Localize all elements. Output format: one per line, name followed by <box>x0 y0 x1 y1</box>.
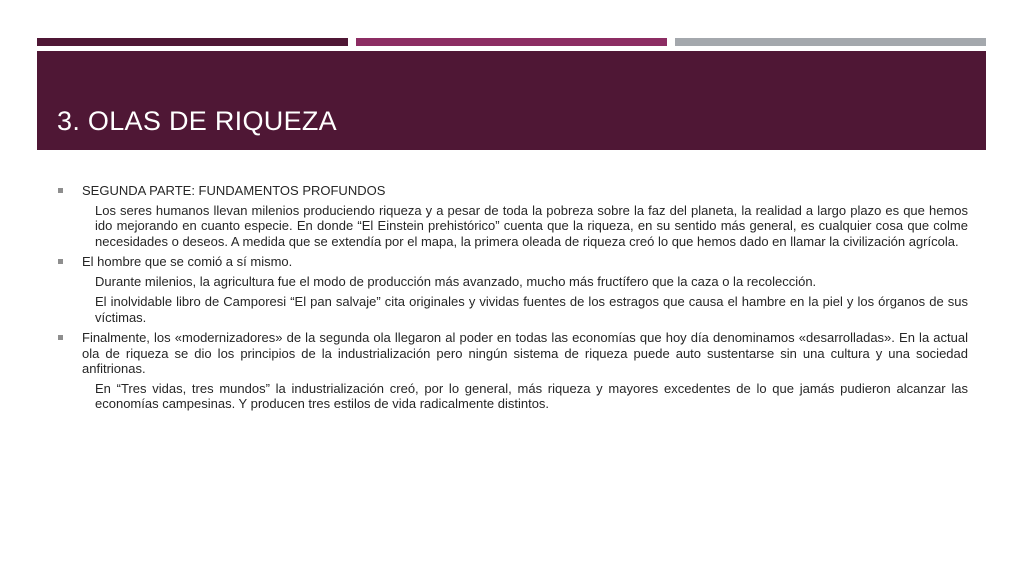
bullet-item <box>57 330 968 377</box>
bullet-text: SEGUNDA PARTE: FUNDAMENTOS PROFUNDOS <box>82 183 386 198</box>
square-bullet-icon <box>58 335 63 340</box>
bullet-text: Finalmente, los «modernizadores» de la segunda ola llegaron al poder en todas las economías que hoy día denominamos «desarrolladas». En la actual ola de riqueza se dio los principios de la industrialización pero ningún sistema de riqueza puede auto sustentarse sin una cultura y una sociedad anfitrionas. <box>82 330 968 376</box>
bullet-item <box>57 254 968 270</box>
accent-bar-dark <box>37 38 348 46</box>
slide-title: 3. OLAS DE RIQUEZA <box>57 106 337 136</box>
bullet-item <box>57 183 968 199</box>
sub-paragraph: En “Tres vidas, tres mundos” la industrialización creó, por lo general, más riqueza y mayores excedentes de lo que jamás pudieron alcanzar las economías campesinas. Y producen tres estilos de vida radicalmente distintos. <box>95 380 968 411</box>
accent-bar-magenta <box>356 38 667 46</box>
title-band <box>37 51 986 150</box>
sub-paragraph: Durante milenios, la agricultura fue el modo de producción más avanzado, mucho más fructífero que la caza o la recolección. <box>95 273 817 289</box>
slide-content <box>57 183 968 417</box>
sub-paragraph: El inolvidable libro de Camporesi “El pan salvaje” cita originales y vividas fuentes de los estragos que causa el hambre en la piel y los órganos de sus víctimas. <box>95 294 968 325</box>
accent-bar-gray <box>675 38 986 46</box>
sub-paragraph: Los seres humanos llevan milenios produciendo riqueza y a pesar de toda la pobreza sobre la faz del planeta, la realidad a largo plazo es que hemos ido mejorando en cuanto especie. En donde “El Einstein prehistórico” cuenta que la riqueza, en su sentido más general, es cualquier cosa que colme necesidades o deseos. A medida que se extendía por el mapa, la primera oleada de riqueza creó lo que hemos dado en llamar la civilización agrícola. <box>95 202 968 249</box>
bullet-text: El hombre que se comió a sí mismo. <box>82 254 293 269</box>
square-bullet-icon <box>58 188 63 193</box>
square-bullet-icon <box>58 259 63 264</box>
